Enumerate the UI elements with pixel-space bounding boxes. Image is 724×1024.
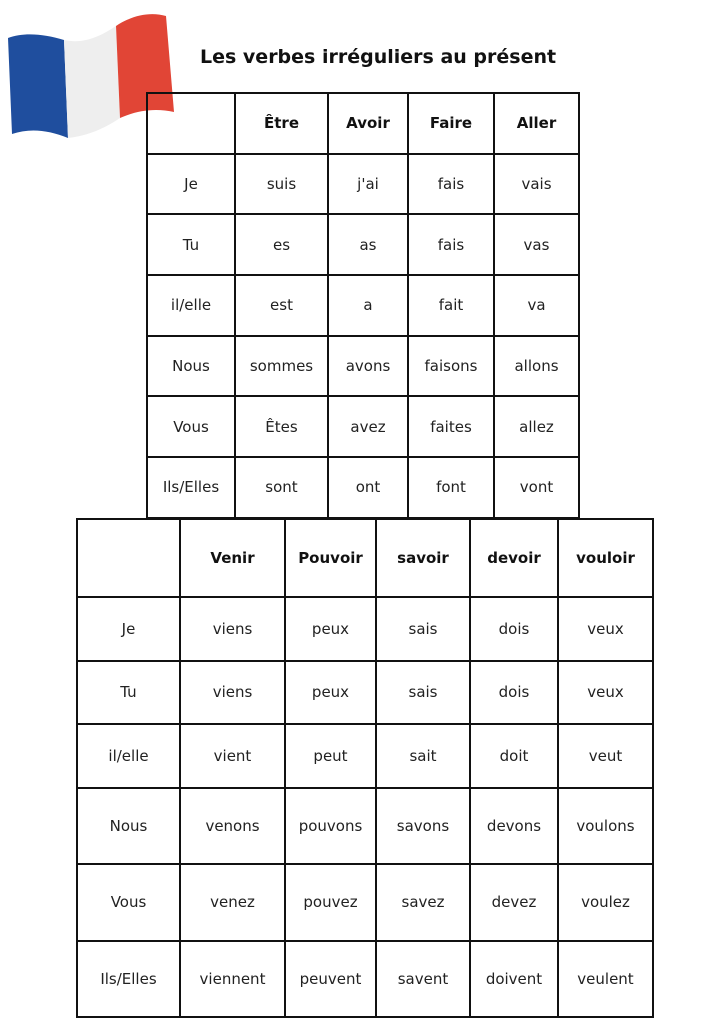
table-row [147, 275, 579, 336]
table-cell: faites [408, 396, 494, 457]
table-header-row [147, 93, 579, 154]
table-cell: savez [376, 864, 470, 941]
table-cell: va [494, 275, 579, 336]
pronoun-cell: Ils/Elles [77, 941, 180, 1018]
table-cell: savent [376, 941, 470, 1018]
table-cell: veux [558, 661, 653, 725]
table-row [147, 154, 579, 215]
table-cell: sont [235, 457, 328, 518]
table-cell: venons [180, 788, 285, 865]
table-cell: suis [235, 154, 328, 215]
table-cell: sait [376, 724, 470, 788]
verb-table-1 [146, 92, 580, 519]
table-cell: vas [494, 214, 579, 275]
header-etre: Être [235, 93, 328, 154]
header-empty-cell [147, 93, 235, 154]
table-cell: fais [408, 214, 494, 275]
table-cell: voulez [558, 864, 653, 941]
table-row [147, 336, 579, 397]
table-cell: sais [376, 597, 470, 661]
table-row [77, 941, 653, 1018]
header-pouvoir: Pouvoir [285, 519, 376, 597]
table-cell: est [235, 275, 328, 336]
header-vouloir: vouloir [558, 519, 653, 597]
table-row [77, 788, 653, 865]
pronoun-cell: Nous [147, 336, 235, 397]
table-cell: veut [558, 724, 653, 788]
pronoun-cell: Vous [147, 396, 235, 457]
table-cell: veux [558, 597, 653, 661]
table-cell: doivent [470, 941, 558, 1018]
table-cell: Êtes [235, 396, 328, 457]
table-cell: as [328, 214, 408, 275]
table-cell: veulent [558, 941, 653, 1018]
page-title: Les verbes irréguliers au présent [200, 46, 557, 68]
table-cell: ont [328, 457, 408, 518]
pronoun-cell: Nous [77, 788, 180, 865]
table-cell: allons [494, 336, 579, 397]
table-cell: peux [285, 661, 376, 725]
table-cell: peut [285, 724, 376, 788]
table-cell: savons [376, 788, 470, 865]
table-cell: peux [285, 597, 376, 661]
table-cell: vient [180, 724, 285, 788]
header-empty-cell [77, 519, 180, 597]
table-cell: sais [376, 661, 470, 725]
table-row [77, 864, 653, 941]
table-cell: font [408, 457, 494, 518]
pronoun-cell: Vous [77, 864, 180, 941]
table-cell: voulons [558, 788, 653, 865]
pronoun-cell: Ils/Elles [147, 457, 235, 518]
pronoun-cell: il/elle [147, 275, 235, 336]
pronoun-cell: Tu [77, 661, 180, 725]
table-cell: venez [180, 864, 285, 941]
table-cell: devons [470, 788, 558, 865]
table-cell: dois [470, 661, 558, 725]
table-cell: pouvons [285, 788, 376, 865]
table-cell: viens [180, 597, 285, 661]
table-row [147, 457, 579, 518]
table-cell: pouvez [285, 864, 376, 941]
flag-blue-stripe [8, 34, 68, 138]
table-cell: faisons [408, 336, 494, 397]
table-cell: es [235, 214, 328, 275]
table-cell: allez [494, 396, 579, 457]
table-header-row [77, 519, 653, 597]
table-cell: doit [470, 724, 558, 788]
table-cell: devez [470, 864, 558, 941]
table-cell: dois [470, 597, 558, 661]
table-cell: avez [328, 396, 408, 457]
pronoun-cell: Je [147, 154, 235, 215]
header-aller: Aller [494, 93, 579, 154]
header-savoir: savoir [376, 519, 470, 597]
table-row [147, 396, 579, 457]
flag-white-stripe [64, 26, 120, 138]
header-avoir: Avoir [328, 93, 408, 154]
table-cell: vais [494, 154, 579, 215]
table-cell: viennent [180, 941, 285, 1018]
table-cell: vont [494, 457, 579, 518]
header-faire: Faire [408, 93, 494, 154]
pronoun-cell: Je [77, 597, 180, 661]
table-row [147, 214, 579, 275]
header-venir: Venir [180, 519, 285, 597]
table-row [77, 724, 653, 788]
table-row [77, 597, 653, 661]
table-cell: avons [328, 336, 408, 397]
table-cell: sommes [235, 336, 328, 397]
table-cell: j'ai [328, 154, 408, 215]
table-cell: fais [408, 154, 494, 215]
pronoun-cell: Tu [147, 214, 235, 275]
table-cell: fait [408, 275, 494, 336]
table-row [77, 661, 653, 725]
pronoun-cell: il/elle [77, 724, 180, 788]
verb-table-2 [76, 518, 654, 1018]
table-cell: a [328, 275, 408, 336]
header-devoir: devoir [470, 519, 558, 597]
table-cell: viens [180, 661, 285, 725]
table-cell: peuvent [285, 941, 376, 1018]
